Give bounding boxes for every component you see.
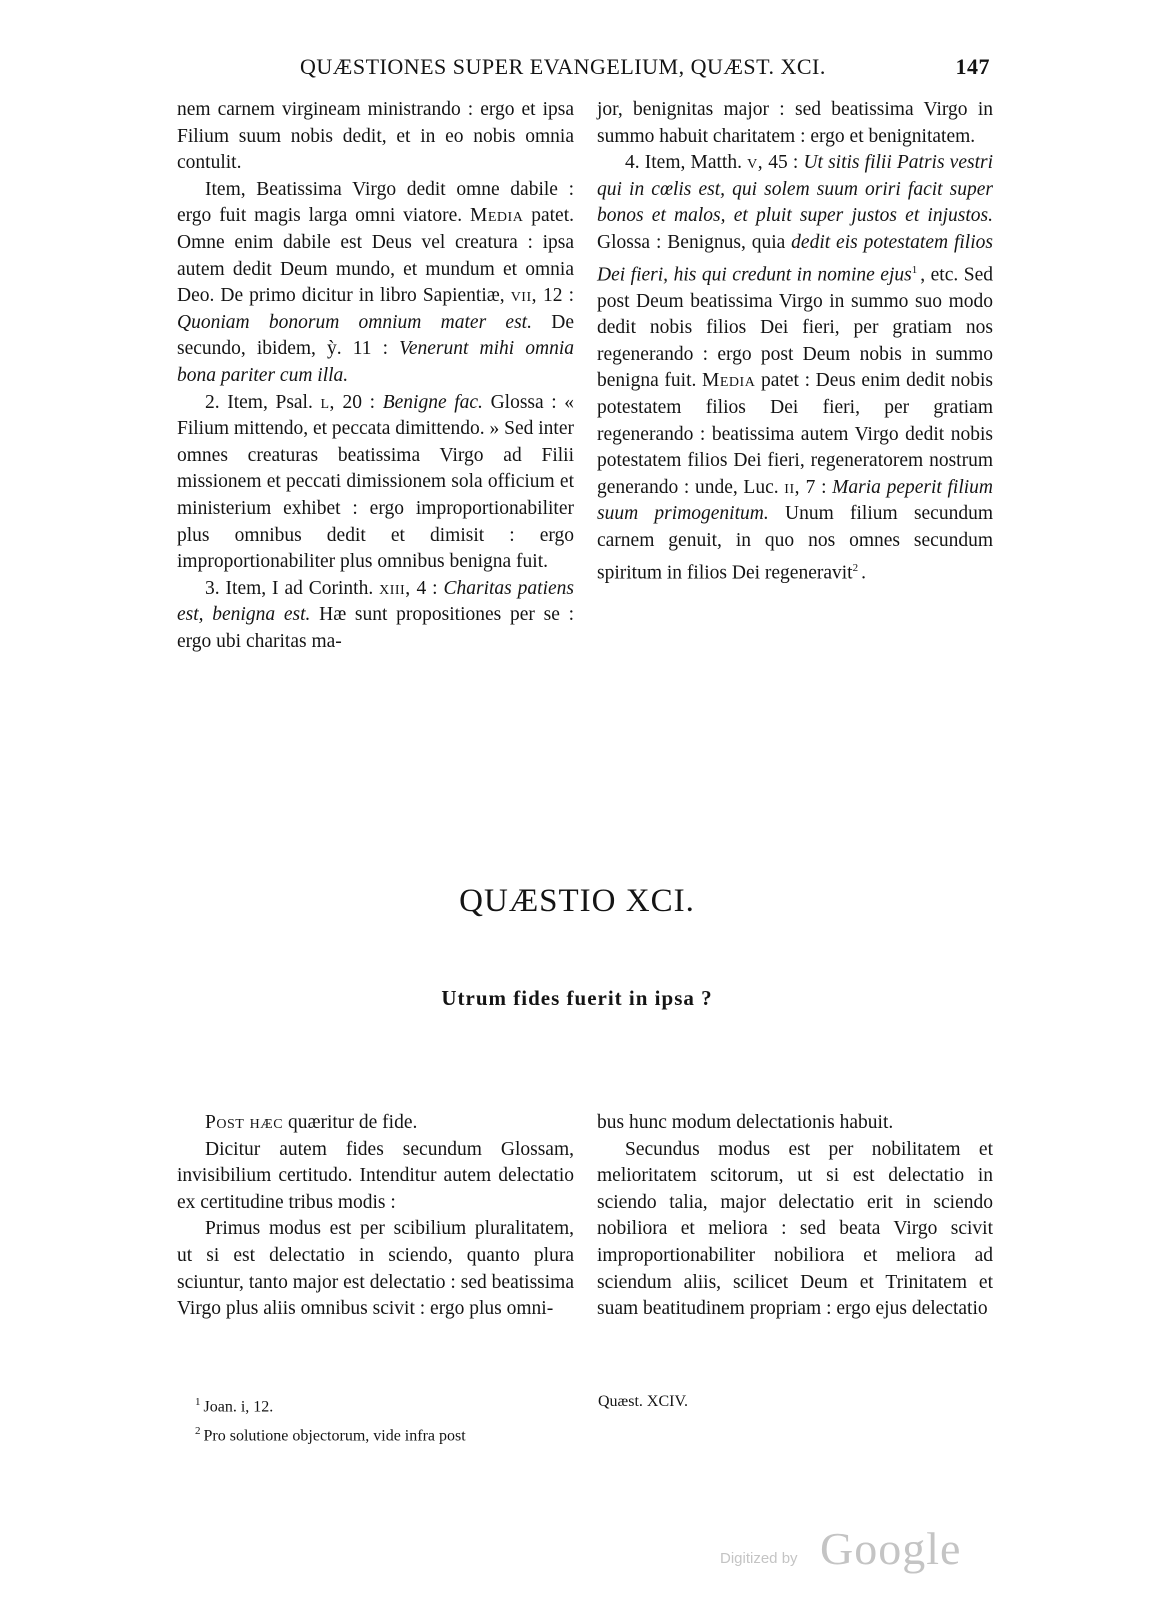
media-term: Media xyxy=(702,370,756,392)
running-head-title: QUÆSTIONES SUPER EVANGELIUM, QUÆST. XCI. xyxy=(300,54,826,79)
question-subtitle: Utrum fides fuerit in ipsa ? xyxy=(441,986,713,1010)
quotation: Maria peperit filium suum primogenitum. xyxy=(597,476,993,525)
running-head xyxy=(300,54,990,86)
footnote-ref: 2 xyxy=(852,561,859,574)
paragraph: Primus modus est per scibilium pluralitatem, ut si est delectatio in sciendo, quanto plura sciuntur, tanto major est delectatio : sed beatissima Virgo plus aliis omnibus scivit : ergo plus omni- xyxy=(177,1218,574,1320)
footnote: $^2$ Pro solutione objectorum, vide infra post xyxy=(195,1425,466,1445)
paragraph: Post hæc quæritur de fide. xyxy=(205,1112,418,1133)
quotation: Ut sitis filii Patris vestri qui in cœlis est, qui solem suum oriri facit super bonos et malos, et pluit super justos et injustos. xyxy=(597,152,994,227)
watermark-prefix: Digitized by xyxy=(720,1550,798,1567)
column-bottom-left xyxy=(177,1110,574,1323)
quotation: Benigne fac. xyxy=(382,391,483,413)
quotation: Venerunt mihi omnia bona pariter cum illa. xyxy=(177,338,574,386)
quotation: Charitas patiens est, benigna est. xyxy=(177,577,575,626)
footnotes xyxy=(195,1390,585,1449)
footnote-continuation: Quæst. XCIV. xyxy=(598,1393,688,1410)
quotation: dedit eis potestatem filios Dei fieri, his qui credunt in nomine ejus xyxy=(597,231,993,286)
footnote: $^1$ Joan. i, 12. xyxy=(195,1396,274,1416)
footnote-ref: 1 xyxy=(911,263,918,276)
question-title: QUÆSTIO XCI. xyxy=(459,883,695,919)
column-top-left xyxy=(177,97,574,655)
paragraph: 3. Item, I ad Corinth. xiii, 4 : Charitas patiens est, benigna est. Hæ sunt propositiones per se : ergo ubi charitas ma- xyxy=(177,577,575,652)
paragraph: bus hunc modum delectationis habuit. xyxy=(597,1112,894,1133)
google-logo: Google xyxy=(820,1523,962,1574)
paragraph: Dicitur autem fides secundum Glossam, invisibilium certitudo. Intenditur autem delectatio ex certitudine tribus modis : xyxy=(177,1138,574,1213)
page-number: 147 xyxy=(955,54,990,79)
paragraph: Item, Beatissima Virgo dedit omne dabile : ergo fuit magis larga omni viatore. Media patet. Omne enim dabile est Deus vel creatura : ipsa autem dedit Deum mundo, et mundum et omnia Deo. De primo dicitur in libro Sapientiæ, vii, 12 : Quoniam bonorum omnium mater est. De secundo, ibidem, ỳ. 11 : Venerunt mihi omnia bona pariter cum illa. xyxy=(177,178,575,386)
paragraph: Secundus modus est per nobilitatem et melioritatem scitorum, ut si est delectatio in sciendo talia, major delectatio erit in sciendo nobiliora et meliora : sed beata Virgo scivit improportionabiliter nobiliora et meliora ad sciendum aliis, scilicet Deum et Trinitatem et suam beatitudinem propriam : ergo ejus delectatio xyxy=(597,1138,993,1320)
paragraph: 4. Item, Matth. v, 45 : Ut sitis filii Patris vestri qui in cœlis est, qui solem suum oriri facit super bonos et malos, et pluit super justos et injustos. Glossa : Benignus, quia dedit eis potestatem filios Dei fieri, his qui credunt in nomine ejus$^1$ , etc. Sed post Deum beatissima Virgo in summo suo modo dedit nobis filios Dei fieri, per gratiam nos regenerando : ergo post Deum nobis in summo benigna fuit. Media patet : Deus enim dedit nobis potestatem filios Dei fieri, per gratiam regenerando : beatissima autem Virgo dedit nobis potestatem filios Dei fieri, regeneratorem nostrum generando : unde, Luc. ii, 7 : Maria peperit filium suum primogenitum. Unum filium secundum carnem genuit, in quo nos omnes secundum spiritum in filios Dei regeneravit$^2$ . xyxy=(597,152,994,584)
column-top-right xyxy=(597,97,993,587)
media-term: Media xyxy=(470,205,524,227)
quotation: Quoniam bonorum omnium mater est. xyxy=(177,311,532,333)
paragraph: nem carnem virgineam ministrando : ergo et ipsa Filium suum nobis dedit, et in eo nobis omnia contulit. xyxy=(177,99,574,174)
column-bottom-right xyxy=(597,1110,993,1323)
digitized-watermark xyxy=(720,1525,980,1575)
paragraph: 2. Item, Psal. l, 20 : Benigne fac. Glossa : « Filium mittendo, et peccata dimittendo. » Sed inter omnes creaturas beatissima Virgo ad Filii missionem et peccati dimissionem sola officium et ministerium exhibet : ergo improportionabiliter plus omnibus dedit et dimisit : ergo improportionabiliter plus omnibus benigna fuit. xyxy=(177,391,575,573)
paragraph: jor, benignitas major : sed beatissima Virgo in summo habuit charitatem : ergo et benignitatem. xyxy=(597,99,993,147)
